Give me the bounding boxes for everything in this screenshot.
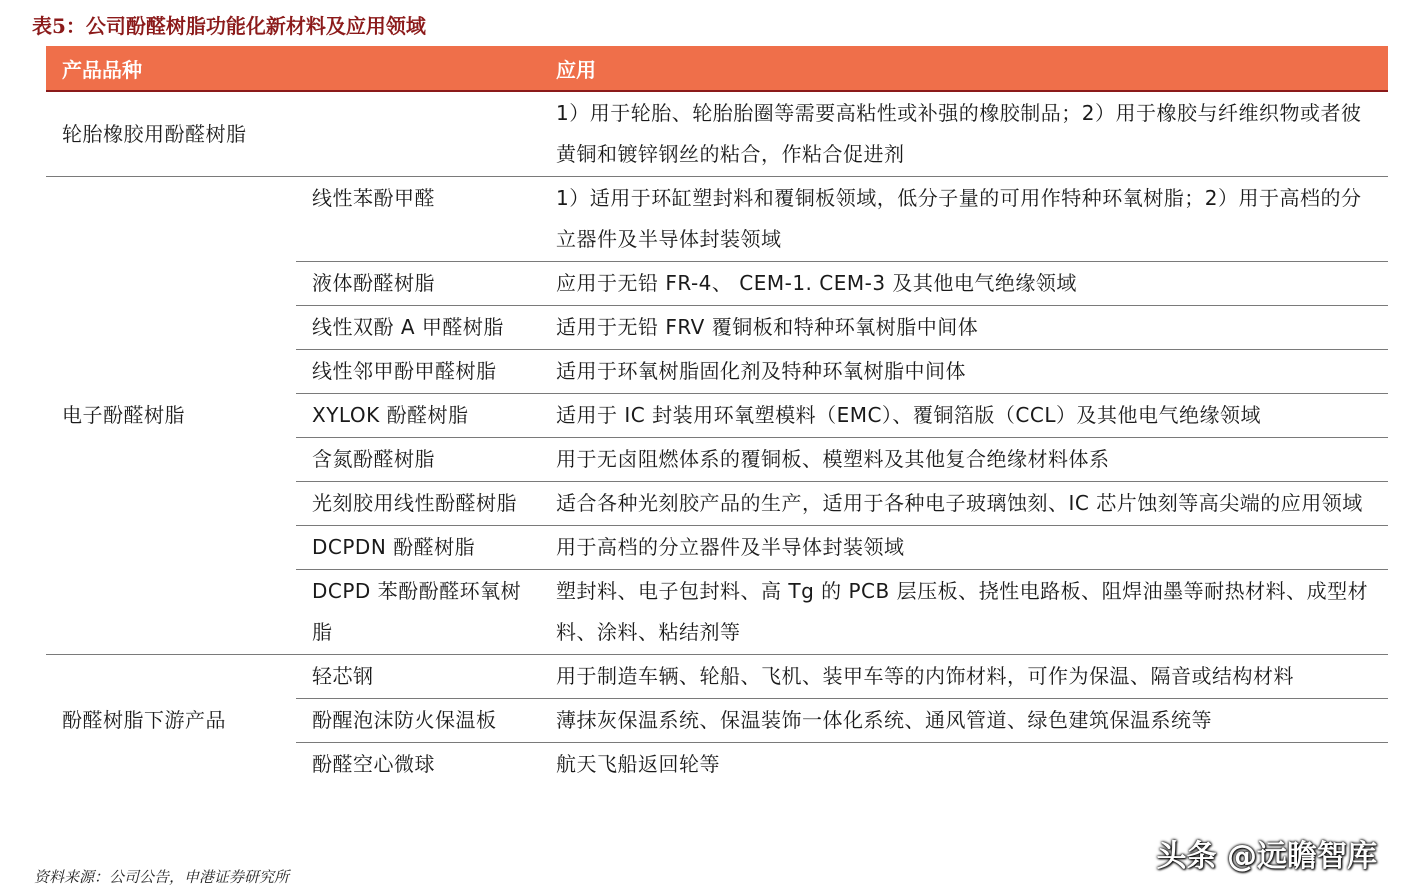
application-cell: 适用于 IC 封装用环氧塑模料（EMC）、覆铜箔版（CCL）及其他电气绝缘领域	[540, 394, 1388, 438]
application-cell: 薄抹灰保温系统、保温装饰一体化系统、通风管道、绿色建筑保温系统等	[540, 699, 1388, 743]
application-cell: 适用于无铅 FRV 覆铜板和特种环氧树脂中间体	[540, 306, 1388, 350]
header-product: 产品品种	[46, 46, 540, 91]
application-cell: 航天飞船返回轮等	[556, 752, 720, 776]
application-cell: 适用于环氧树脂固化剂及特种环氧树脂中间体	[540, 350, 1388, 394]
subproduct-cell: 线性双酚 A 甲醛树脂	[296, 306, 540, 350]
subproduct-cell: 含氮酚醛树脂	[296, 438, 540, 482]
application-cell: 塑封料、电子包封料、高 Tg 的 PCB 层压板、挠性电路板、阻焊油墨等耐热材料、成型材料、涂料、粘结剂等	[540, 570, 1388, 655]
subproduct-cell: 酚醒泡沫防火保温板	[296, 699, 540, 743]
application-cell: 用于高档的分立器件及半导体封装领域	[540, 526, 1388, 570]
subproduct-cell: 光刻胶用线性酚醛树脂	[296, 482, 540, 526]
product-application-table	[46, 46, 1388, 786]
table-row	[46, 91, 1388, 177]
category-cell: 轮胎橡胶用酚醛树脂	[46, 91, 296, 177]
table-header-row	[46, 46, 1388, 91]
header-application: 应用	[540, 46, 1388, 91]
subproduct-cell: 酚醛空心微球	[312, 752, 435, 776]
subproduct-cell: 线性邻甲酚甲醛树脂	[296, 350, 540, 394]
table-row	[46, 177, 1388, 262]
subproduct-cell: 液体酚醛树脂	[296, 262, 540, 306]
application-cell: 用于制造车辆、轮船、飞机、装甲车等的内饰材料，可作为保温、隔音或结构材料	[540, 655, 1388, 699]
application-cell: 1）用于轮胎、轮胎胎圈等需要高粘性或补强的橡胶制品；2）用于橡胶与纤维织物或者彼黄铜和镀锌钢丝的粘合，作粘合促进剂	[540, 91, 1388, 177]
subproduct-cell: 轻芯钢	[296, 655, 540, 699]
category-cell: 电子酚醛树脂	[46, 177, 296, 655]
application-cell: 适合各种光刻胶产品的生产，适用于各种电子玻璃蚀刻、IC 芯片蚀刻等高尖端的应用领域	[540, 482, 1388, 526]
subproduct-cell: DCPD 苯酚酚醛环氧树脂	[296, 570, 540, 655]
subproduct-cell	[296, 91, 540, 177]
subproduct-cell: 线性苯酚甲醛	[296, 177, 540, 262]
table-row	[46, 655, 1388, 699]
application-cell: 用于无卤阻燃体系的覆铜板、模塑料及其他复合绝缘材料体系	[540, 438, 1388, 482]
subproduct-cell: XYLOK 酚醛树脂	[296, 394, 540, 438]
application-cell: 应用于无铅 FR-4、 CEM-1. CEM-3 及其他电气绝缘领域	[540, 262, 1388, 306]
category-cell: 酚醛树脂下游产品	[62, 708, 226, 732]
application-cell: 1）适用于环缸塑封料和覆铜板领域，低分子量的可用作特种环氧树脂；2）用于高档的分立器件及半导体封装领域	[540, 177, 1388, 262]
table-caption: 表5：公司酚醛树脂功能化新材料及应用领域	[32, 14, 426, 38]
source-note: 资料来源：公司公告，申港证券研究所	[34, 868, 290, 886]
watermark: 头条 @远瞻智库	[1156, 839, 1377, 874]
subproduct-cell: DCPDN 酚醛树脂	[296, 526, 540, 570]
